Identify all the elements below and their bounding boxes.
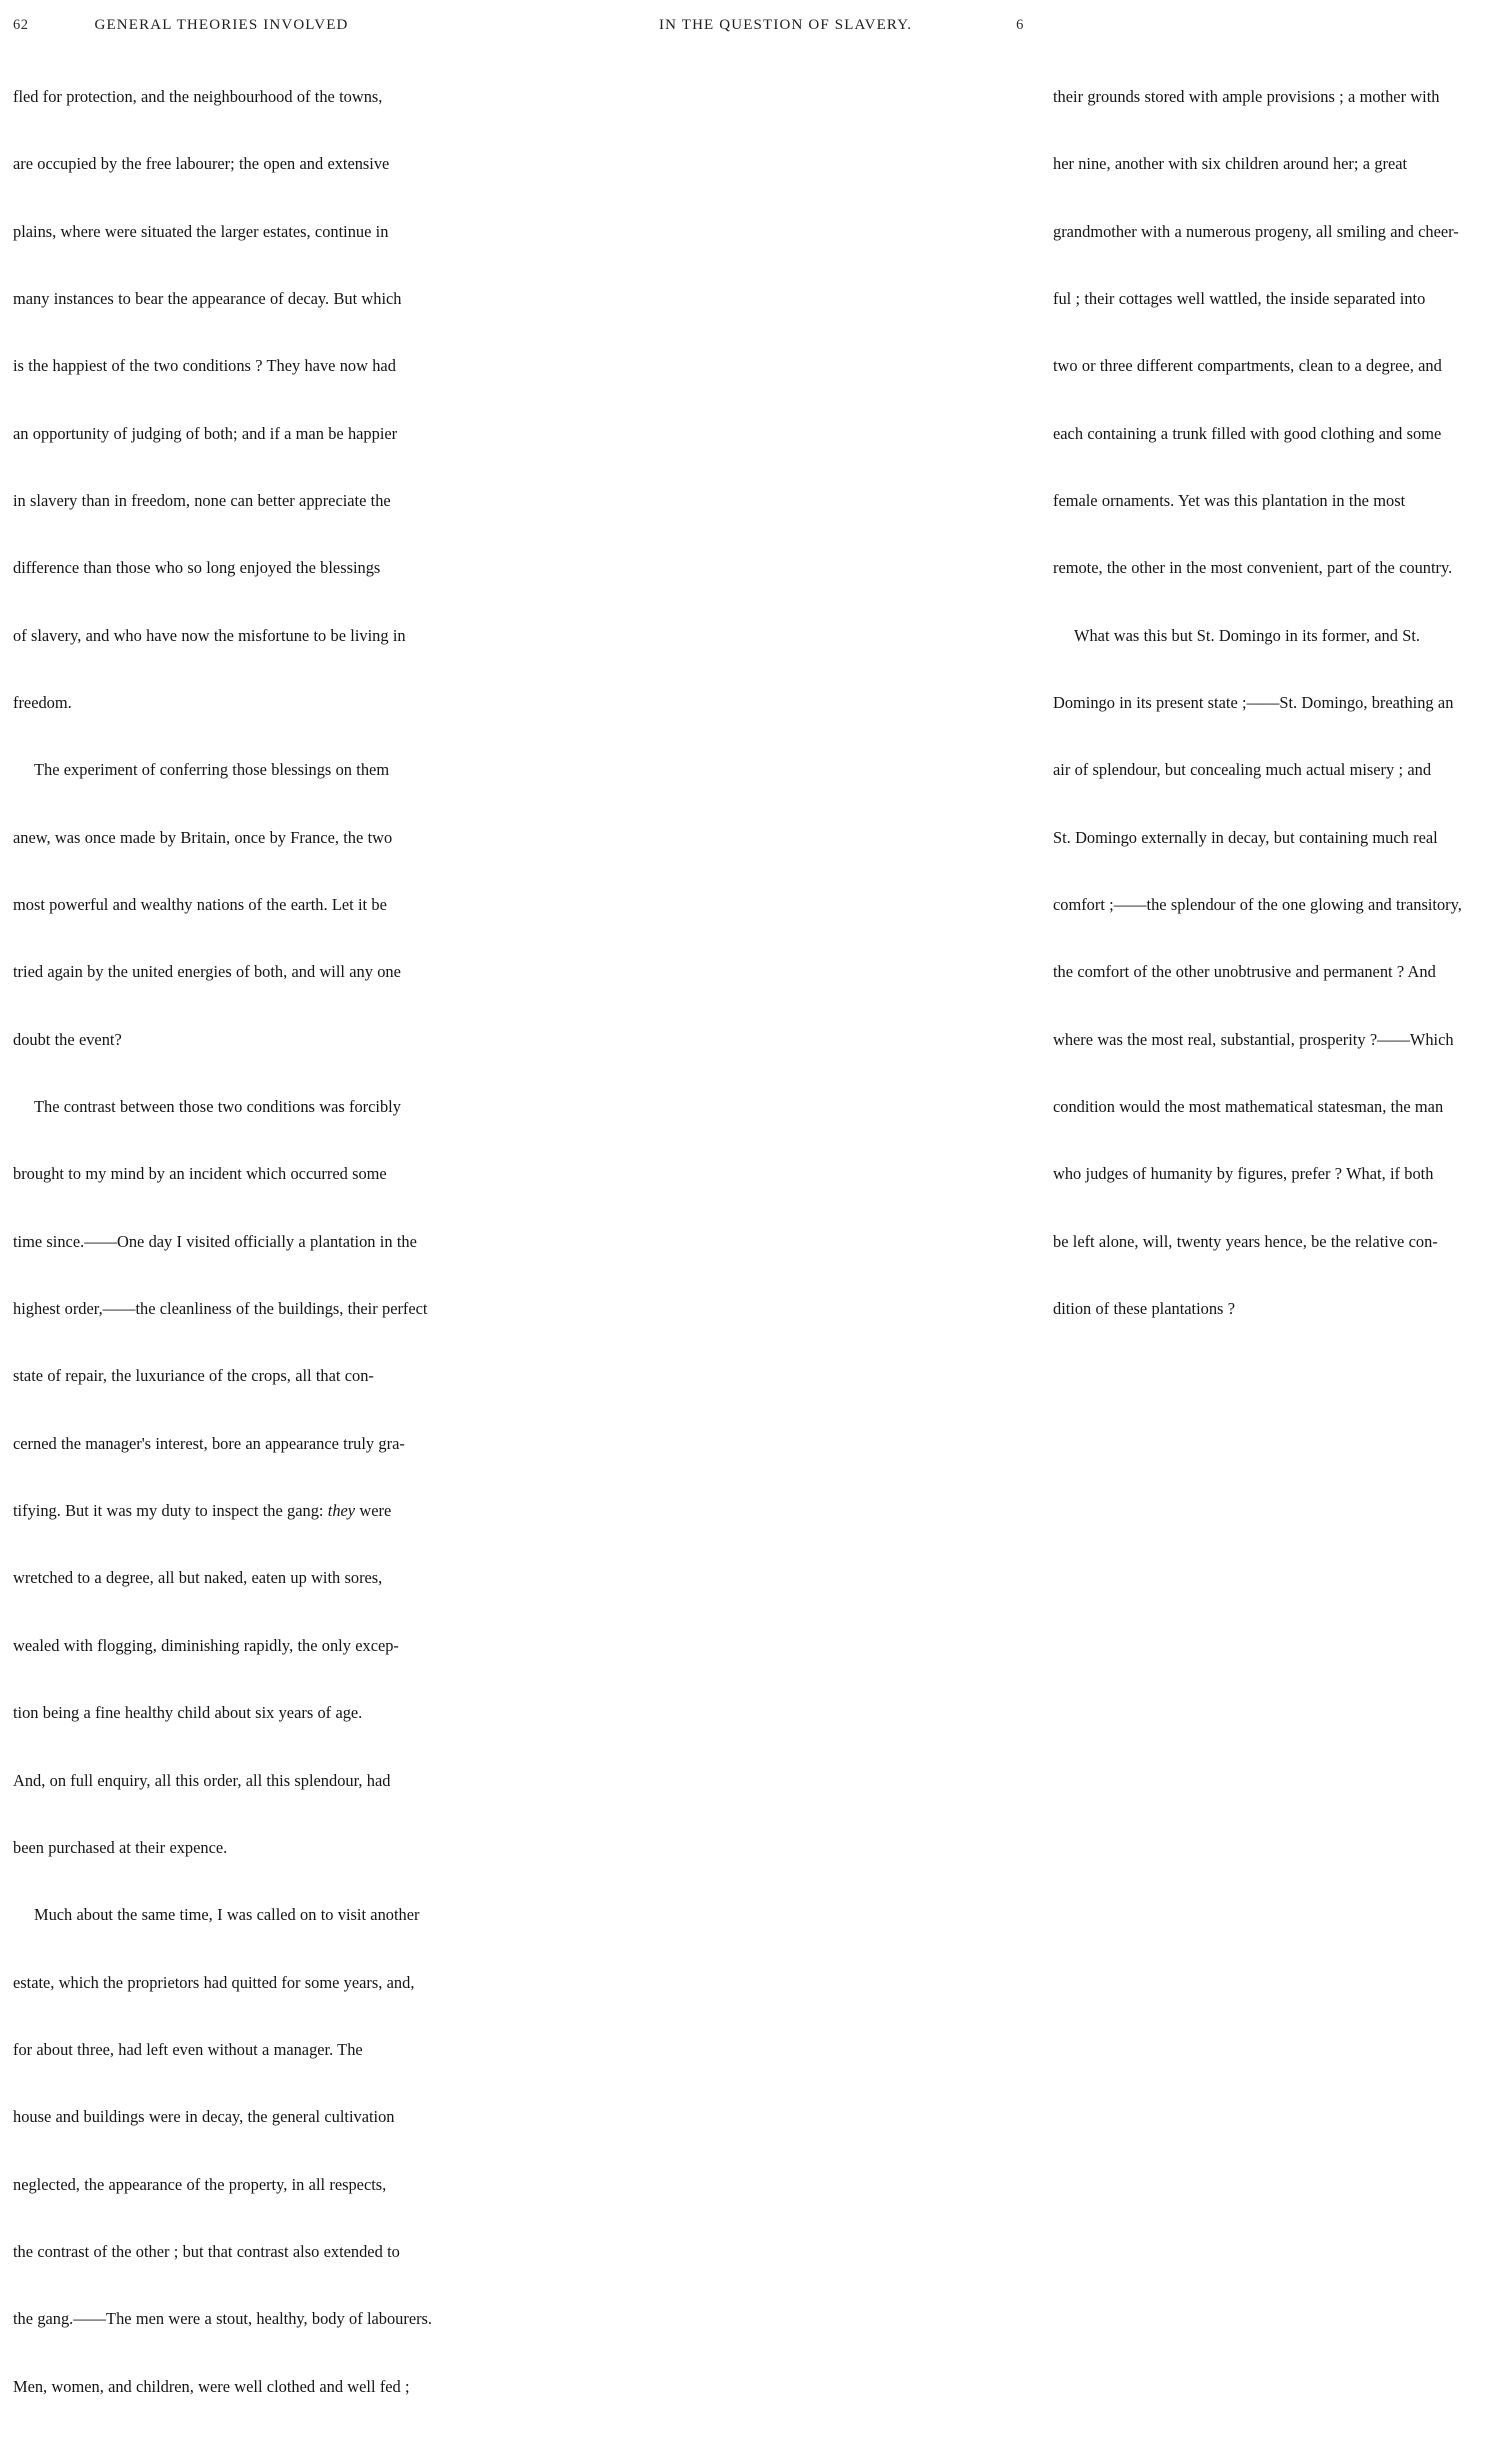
text-line: the gang.——The men were a stout, healthy, body of labourers.	[13, 2309, 433, 2329]
right-running-head	[515, 17, 1024, 37]
right-running-head-title: IN THE QUESTION OF SLAVERY.	[659, 17, 913, 33]
text-line: Men, women, and children, were well clothed and well fed ;	[13, 2376, 410, 2396]
text-line: state of repair, the luxuriance of the crops, all that con-	[13, 1366, 374, 1386]
text-line: remote, the other in the most convenient, part of the country.	[1053, 558, 1453, 578]
text-line: grandmother with a numerous progeny, all smiling and cheer-	[1053, 221, 1459, 241]
text-line: female ornaments. Yet was this plantation in the most	[1053, 490, 1406, 510]
text-line: many instances to bear the appearance of decay. But which	[13, 288, 402, 308]
line-segment: tifying. But it was my duty to inspect the gang:	[13, 1501, 328, 1521]
text-line: dition of these plantations ?	[1053, 1299, 1235, 1319]
text-line: highest order,——the cleanliness of the buildings, their perfect	[13, 1299, 428, 1319]
text-line: doubt the event?	[13, 1029, 122, 1049]
text-line: difference than those who so long enjoyed the blessings	[13, 558, 381, 578]
line-segment: were	[355, 1501, 392, 1521]
text-line: The experiment of conferring those blessings on them	[34, 760, 390, 780]
text-line: brought to my mind by an incident which occurred some	[13, 1164, 387, 1184]
text-line: wealed with flogging, diminishing rapidly, the only excep-	[13, 1635, 399, 1655]
right-page-folio: 6	[1016, 17, 1024, 33]
text-line: freedom.	[13, 693, 72, 712]
left-running-head	[13, 17, 475, 37]
text-line: time since.——One day I visited officially a plantation in the	[13, 1231, 417, 1251]
text-line: estate, which the proprietors had quitted for some years, and,	[13, 1972, 415, 1992]
italic-emphasis: they	[327, 1501, 356, 1521]
right-page	[490, 0, 1462, 1319]
text-line: most powerful and wealthy nations of the earth. Let it be	[13, 895, 387, 915]
text-line: plains, where were situated the larger estates, continue in	[13, 221, 389, 241]
text-line: ful ; their cottages well wattled, the inside separated into	[1053, 288, 1426, 308]
text-line: their grounds stored with ample provisions ; a mother with	[1053, 86, 1440, 106]
right-column-text	[1053, 41, 1498, 1365]
text-line: for about three, had left even without a manager. The	[13, 2039, 363, 2059]
text-line: where was the most real, substantial, prosperity ?——Which	[1053, 1029, 1454, 1049]
text-line: tion being a fine healthy child about six years of age.	[13, 1703, 363, 1723]
text-line-with-italic	[13, 1500, 455, 1522]
left-column-text	[13, 41, 455, 2443]
text-line: St. Domingo externally in decay, but containing much real	[1053, 827, 1438, 847]
text-line: Domingo in its present state ;——St. Domingo, breathing an	[1053, 693, 1454, 712]
text-line: house and buildings were in decay, the general cultivation	[13, 2107, 395, 2127]
text-line: fled for protection, and the neighbourhood of the towns,	[13, 86, 383, 106]
left-page-folio: 62	[13, 17, 29, 33]
text-line: condition would the most mathematical statesman, the man	[1053, 1097, 1444, 1117]
text-line: is the happiest of the two conditions ? They have now had	[13, 356, 396, 376]
text-line: who judges of humanity by figures, prefer ? What, if both	[1053, 1164, 1434, 1184]
left-page	[0, 0, 490, 2396]
text-line: in slavery than in freedom, none can better appreciate the	[13, 490, 391, 510]
text-line: an opportunity of judging of both; and if a man be happier	[13, 423, 398, 443]
text-line: anew, was once made by Britain, once by France, the two	[13, 827, 393, 847]
text-line: What was this but St. Domingo in its former, and St.	[1074, 625, 1420, 645]
text-line: wretched to a degree, all but naked, eaten up with sores,	[13, 1568, 383, 1588]
text-line: Much about the same time, I was called on to visit another	[34, 1905, 420, 1925]
text-line: comfort ;——the splendour of the one glowing and transitory,	[1053, 895, 1462, 915]
text-line: tried again by the united energies of both, and will any one	[13, 962, 401, 982]
text-line: And, on full enquiry, all this order, all this splendour, had	[13, 1770, 391, 1790]
text-line: the contrast of the other ; but that contrast also extended to	[13, 2241, 400, 2261]
text-line: air of splendour, but concealing much actual misery ; and	[1053, 760, 1432, 780]
text-line: been purchased at their expence.	[13, 1837, 228, 1857]
text-line: of slavery, and who have now the misfortune to be living in	[13, 625, 406, 645]
text-line: neglected, the appearance of the property, in all respects,	[13, 2174, 387, 2194]
text-line: her nine, another with six children around her; a great	[1053, 154, 1408, 174]
text-line: The contrast between those two conditions was forcibly	[34, 1097, 401, 1117]
text-line: two or three different compartments, clean to a degree, and	[1053, 356, 1442, 376]
text-line: be left alone, will, twenty years hence, be the relative con-	[1053, 1231, 1438, 1251]
text-line: the comfort of the other unobtrusive and permanent ? And	[1053, 962, 1436, 982]
text-line: cerned the manager's interest, bore an appearance truly gra-	[13, 1433, 405, 1453]
text-line: each containing a trunk filled with good clothing and some	[1053, 423, 1442, 443]
text-line: are occupied by the free labourer; the open and extensive	[13, 154, 390, 174]
left-running-head-title: GENERAL THEORIES INVOLVED	[94, 17, 349, 33]
